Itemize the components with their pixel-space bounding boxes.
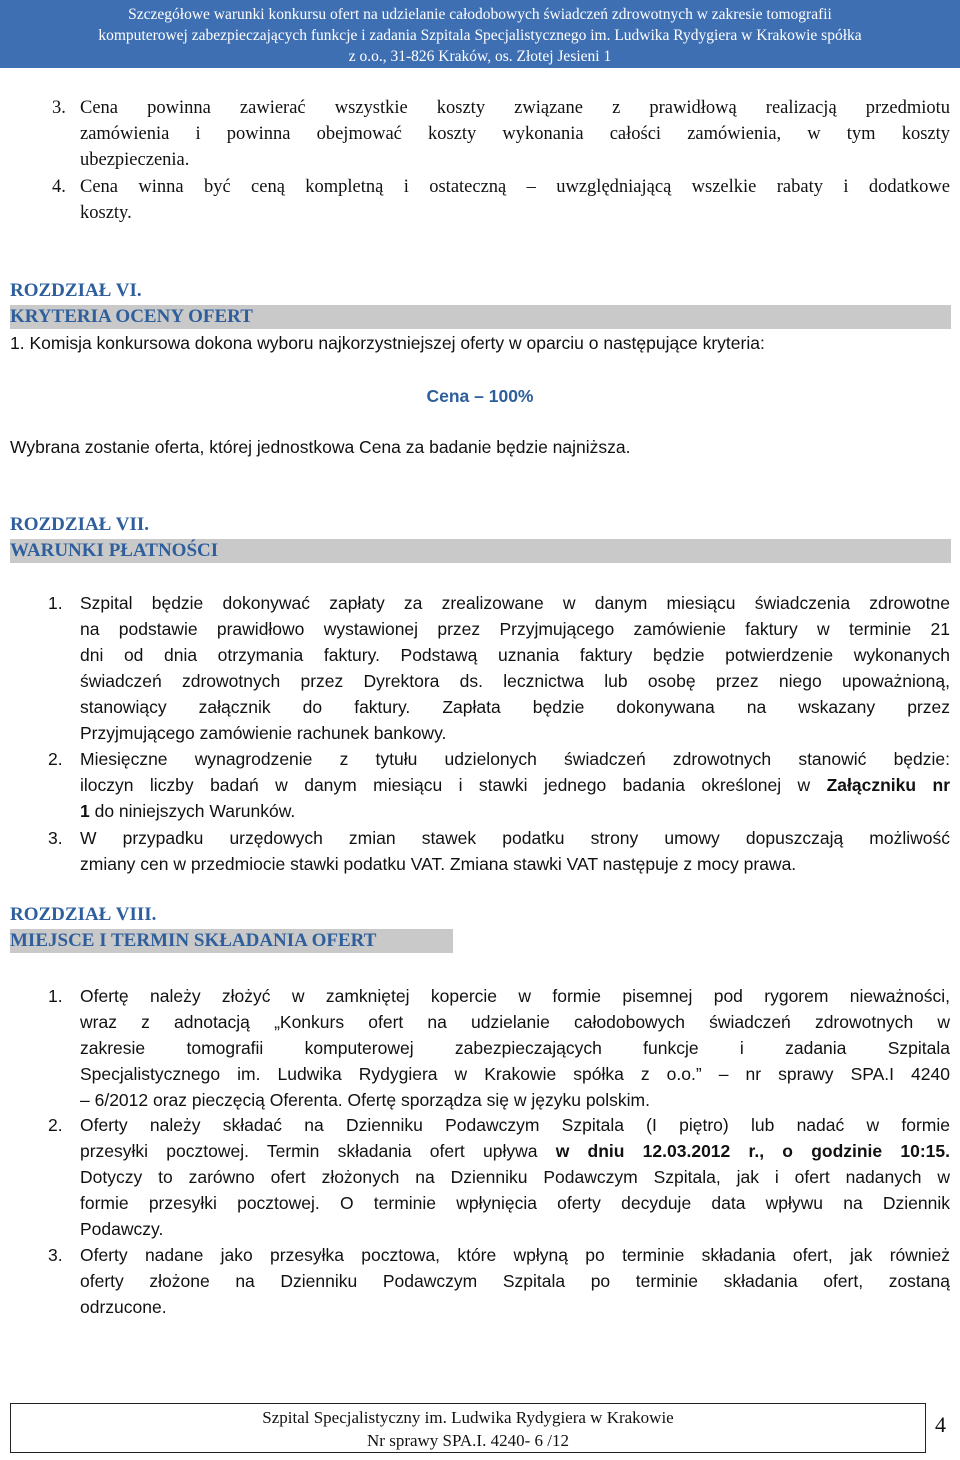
item-number: 1. — [48, 593, 63, 613]
chapter-subtitle: MIEJSCE I TERMIN SKŁADANIA OFERT — [10, 930, 377, 951]
text-line — [80, 772, 950, 798]
item-number: 3. — [52, 98, 66, 118]
criteria-item: 1. Komisja konkursowa dokona wyboru najkorzystniejszej oferty w oparciu o następujące kryteria: — [10, 333, 765, 353]
text-line: Dotyczy to zarówno ofert złożonych na Dzienniku Podawczym Szpitala, jak i ofert nadanych w — [80, 1167, 950, 1187]
document-header — [0, 0, 960, 68]
footer-case-number: Nr sprawy SPA.I. 4240- 6 /12 — [367, 1431, 569, 1450]
page-number: 4 — [935, 1412, 946, 1437]
text-line: Oferty nadane jako przesyłka pocztowa, które wpłyną po terminie składania ofert, jak również — [80, 1245, 950, 1265]
submission-paragraph-2 — [80, 1112, 950, 1242]
item-number: 2. — [48, 1115, 63, 1135]
payment-paragraph-2 — [80, 746, 950, 824]
text-fragment: iloczyn liczby badań w danym miesiącu i stawki jednego badania określonej w — [80, 775, 811, 795]
item-number: 4. — [52, 177, 66, 197]
text-line: Oferty należy składać na Dzienniku Podawczym Szpitala (I piętro) lub nadać w formie — [80, 1115, 950, 1135]
text-line: Podawczy. — [80, 1219, 164, 1239]
text-line: Przyjmującego zamówienie rachunek bankowy. — [80, 723, 447, 743]
text-line: zakresie tomografii komputerowej zabezpieczających funkcje i zadania Szpitala — [80, 1038, 950, 1058]
text-line: Cena powinna zawierać wszystkie koszty związane z prawidłową realizacją przedmiotu — [80, 98, 950, 118]
text-line: zamówienia i powinna obejmować koszty wykonania całości zamówienia, w tym koszty — [80, 124, 950, 144]
selection-rule: Wybrana zostanie oferta, której jednostkowa Cena za badanie będzie najniższa. — [10, 437, 631, 457]
header-line-1: Szczegółowe warunki konkursu ofert na udzielanie całodobowych świadczeń zdrowotnych w zakresie tomografii — [128, 6, 832, 23]
header-line-3: z o.o., 31-826 Kraków, os. Złotej Jesieni 1 — [348, 48, 612, 65]
text-line: zmiany cen w przedmiocie stawki podatku VAT. Zmiana stawki VAT następuje z mocy prawa. — [80, 854, 797, 874]
chapter-subtitle: KRYTERIA OCENY OFERT — [10, 306, 253, 327]
text-line: wraz z adnotacją „Konkurs ofert na udzielanie całodobowych świadczeń zdrowotnych w — [80, 1012, 950, 1032]
chapter-title: ROZDZIAŁ VIII. — [10, 904, 157, 925]
item-number: 3. — [48, 1245, 63, 1265]
text-fragment: przesyłki pocztowej. Termin składania ofert upływa — [80, 1141, 556, 1161]
text-line: stanowiący załącznik do faktury. Zapłata będzie dokonywana na wskazany przez — [80, 697, 950, 717]
text-line: świadczeń zdrowotnych przez Dyrektora ds. lecznictwa lub osobę przez niego upoważnioną, — [80, 671, 950, 691]
footer-institution: Szpital Specjalistyczny im. Ludwika Rydygiera w Krakowie — [262, 1408, 674, 1427]
text-line: – 6/2012 oraz pieczęcią Oferenta. Ofertę sporządza się w języku polskim. — [80, 1090, 650, 1110]
text-line: ubezpieczenia. — [80, 150, 190, 170]
chapter-subtitle-bar — [10, 929, 453, 953]
chapter-subtitle-bar — [10, 539, 951, 563]
chapter-title: ROZDZIAŁ VI. — [10, 280, 142, 301]
paragraph-price-costs — [80, 95, 950, 173]
text-line — [80, 1138, 950, 1164]
attachment-number: 1 — [80, 801, 90, 821]
chapter-subtitle-bar — [10, 305, 951, 329]
payment-paragraph-1 — [80, 590, 950, 746]
text-line: Cena winna być ceną kompletną i ostateczną – uwzględniającą wszelkie rabaty i dodatkowe — [80, 177, 950, 197]
deadline: w dniu 12.03.2012 r., o godzinie 10:15. — [555, 1141, 950, 1161]
submission-paragraph-1 — [80, 983, 950, 1113]
item-number: 1. — [48, 986, 63, 1006]
text-line — [80, 798, 950, 824]
item-number: 3. — [48, 828, 63, 848]
text-line: dni od dnia otrzymania faktury. Podstawą uznania faktury będzie potwierdzenie wykonanych — [80, 645, 950, 665]
criteria-price: Cena – 100% — [426, 386, 534, 406]
header-line-2: komputerowej zabezpieczających funkcje i zadania Szpitala Specjalistycznego im. Ludwika Rydygiera w Krakowie spółka — [98, 27, 862, 44]
text-line: koszty. — [80, 203, 132, 223]
text-line: odrzucone. — [80, 1297, 167, 1317]
text-fragment: do niniejszych Warunków. — [89, 801, 296, 821]
payment-paragraph-3 — [80, 825, 950, 877]
submission-paragraph-3 — [80, 1242, 950, 1320]
attachment-reference: Załączniku nr — [826, 775, 950, 795]
chapter-title: ROZDZIAŁ VII. — [10, 514, 150, 535]
chapter-subtitle: WARUNKI PŁATNOŚCI — [10, 540, 219, 561]
text-line: Ofertę należy złożyć w zamkniętej kopercie w formie pisemnej pod rygorem nieważności, — [80, 986, 950, 1006]
document-footer — [10, 1403, 926, 1453]
text-line: na podstawie prawidłowo wystawionej przez Przyjmującego zamówienie faktury w terminie 21 — [80, 619, 950, 639]
text-line: oferty złożone na Dzienniku Podawczym Szpitala po terminie składania ofert, zostaną — [80, 1271, 950, 1291]
text-line: formie przesyłki pocztowej. O terminie wpłynięcia oferty decyduje data wpływu na Dziennik — [80, 1193, 950, 1213]
paragraph-price-complete — [80, 174, 950, 226]
item-number: 2. — [48, 749, 63, 769]
text-line: W przypadku urzędowych zmian stawek podatku strony umowy dopuszczają możliwość — [80, 828, 950, 848]
text-line: Miesięczne wynagrodzenie z tytułu udzielonych świadczeń zdrowotnych stanowić będzie: — [80, 749, 950, 769]
text-line: Specjalistycznego im. Ludwika Rydygiera w Krakowie spółka z o.o.” – nr sprawy SPA.I 4240 — [80, 1064, 950, 1084]
text-line: Szpital będzie dokonywać zapłaty za zrealizowane w danym miesiącu świadczenia zdrowotne — [80, 593, 950, 613]
